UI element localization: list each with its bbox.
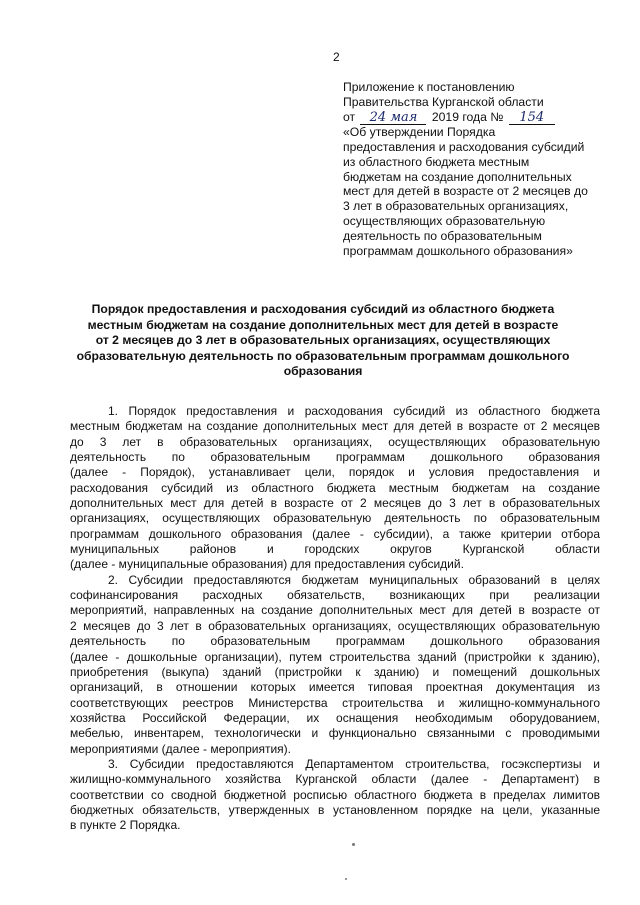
paragraph-line: 2 месяцев до 3 лет в образовательных организациях, осуществляющих образовательную: [70, 618, 600, 633]
handwritten-date: 24 мая: [369, 109, 418, 125]
paragraph-line: приобретения (выкупа) зданий (пристройки к зданию) и помещений дошкольных: [70, 664, 600, 679]
paragraph-line: мероприятиями (далее - мероприятия).: [70, 741, 291, 756]
paragraph-line: муниципальных районов и городских округов Курганской области: [70, 542, 600, 557]
paragraph-line: (далее - Порядок), устанавливает цели, порядок и условия предоставления и: [70, 465, 600, 480]
scan-mark: [345, 878, 347, 880]
appendix-subject-line: осуществляющих образовательную: [343, 214, 546, 229]
paragraph-line: в пункте 2 Порядка.: [70, 818, 181, 833]
paragraph-line: местным бюджетам на создание дополнительных мест для детей в возрасте от 2 месяцев: [70, 419, 600, 434]
paragraph-line: бюджетных обязательств, утвержденных в установленном порядке на цели, указанные: [70, 802, 600, 817]
appendix-subject-line: деятельность по образовательным: [343, 229, 542, 244]
appendix-subject-line: бюджетам на создание дополнительных: [343, 169, 572, 184]
appendix-line-1: Приложение к постановлению: [343, 80, 515, 94]
title-line: местным бюджетам на создание дополнительных мест для детей в возрасте: [87, 317, 559, 332]
appendix-date-line: [343, 110, 608, 125]
paragraph-line: (далее - дошкольные организации), путем строительства зданий (пристройки к зданию),: [70, 649, 600, 664]
paragraph-line: соответствии со сводной бюджетной росписью областного бюджета в пределах лимитов: [70, 787, 600, 802]
paragraph-line: мероприятий, направленных на создание дополнительных мест для детей в возрасте от: [70, 603, 600, 618]
paragraph-line: 1. Порядок предоставления и расходования субсидий из областного бюджета: [108, 404, 600, 418]
appendix-subject-line: из областного бюджета местным: [343, 154, 530, 169]
paragraph-line: до 3 лет в образовательных организациях, осуществляющих образовательную: [70, 434, 600, 449]
handwritten-number: 154: [519, 109, 545, 125]
paragraph: [70, 404, 600, 573]
date-prefix: от: [343, 109, 356, 124]
document-body: [70, 404, 600, 834]
paragraph: [70, 757, 600, 834]
paragraph-line: деятельность по образовательным программам дошкольного образования: [70, 634, 600, 649]
paragraph-line: 3. Субсидии предоставляются Департаментом строительства, госэкспертизы и: [108, 756, 600, 771]
appendix-subject-line: «Об утверждении Порядка: [343, 124, 496, 139]
appendix-subject-line: программам дошкольного образования»: [343, 244, 573, 259]
paragraph-line: организациях, осуществляющих образовательную деятельность по образовательным: [70, 511, 600, 526]
paragraph-line: софинансирования расходных обязательств, возникающих при реализации: [70, 588, 600, 603]
paragraph-line: жилищно-коммунального хозяйства Курганской области (далее - Департамент) в: [70, 772, 600, 787]
appendix-header: [343, 80, 608, 259]
scan-mark: [352, 843, 355, 846]
title-line: Порядок предоставления и расходования субсидий из областного бюджета: [91, 302, 555, 316]
paragraph-line: расходования субсидий из областного бюджета местным бюджетам на создание: [70, 480, 600, 495]
paragraph-line: организаций, в отношении которых имеется типовая проектная документация из: [70, 680, 600, 695]
year-text: 2019 года №: [431, 109, 504, 124]
paragraph: [70, 573, 600, 757]
paragraph-line: дополнительных мест для детей в возрасте от 2 месяцев до 3 лет в образовательных: [70, 496, 600, 511]
paragraph-line: соответствующих реестров Министерства строительства и жилищно-коммунального: [70, 695, 600, 710]
title-line: образовательную деятельность по образовательным программам дошкольного: [76, 348, 570, 363]
paragraph-line: программам дошкольного образования (далее - субсидии), а также критерии отбора: [70, 526, 600, 541]
paragraph-line: деятельность по образовательным программам дошкольного образования: [70, 450, 600, 465]
appendix-subject-line: предоставления и расходования субсидий: [343, 139, 585, 154]
appendix-subject-line: мест для детей в возрасте от 2 месяцев до: [343, 184, 588, 199]
appendix-line-2: Правительства Курганской области: [343, 94, 544, 109]
paragraph-line: 2. Субсидии предоставляются бюджетам муниципальных образований в целях: [108, 572, 600, 587]
paragraph-line: мебелью, инвентарем, технологически и функционально связанными с проводимыми: [70, 726, 600, 741]
title-line: образования: [283, 364, 363, 378]
paragraph-line: хозяйства Российской Федерации, их оснащения необходимым оборудованием,: [70, 710, 600, 725]
page-number: 2: [333, 50, 340, 64]
title-line: от 2 месяцев до 3 лет в образовательных организациях, осуществляющих: [95, 333, 551, 347]
appendix-subject-line: 3 лет в образовательных организациях,: [343, 199, 569, 214]
document-title: [62, 302, 584, 380]
paragraph-line: (далее - муниципальные образования) для предоставления субсидий.: [70, 557, 464, 572]
